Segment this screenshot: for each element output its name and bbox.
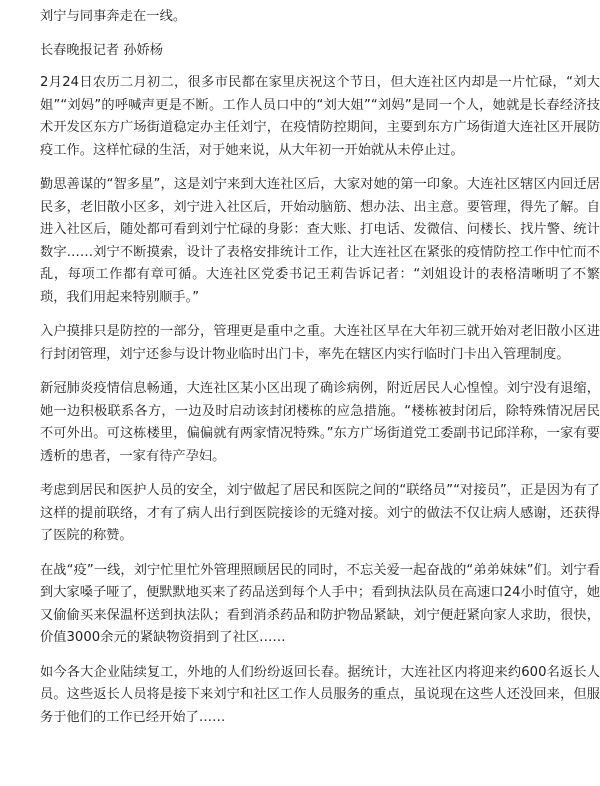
paragraph-3: 入户摸排只是防控的一部分，管理更是重中之重。大连社区早在大年初三就开始对老旧散小区进行封闭管理，刘宁还参与设计物业临时出门卡，率先在辖区内实行临时门卡出入管理制度。: [40, 324, 600, 362]
paragraph-5: 考虑到居民和医护人员的安全，刘宁做起了居民和医院之间的“联络员”“对接员”，正是因为有了这样的提前联络，才有了病人出行到医院接诊的无缝对接。刘宁的做法不仅让病人感谢，还获得了医院的称赞。: [40, 483, 600, 543]
paragraph-7: 如今各大企业陆续复工，外地的人们纷纷返回长春。据统计，大连社区内将迎来约600名返长人员。这些返长人员将是接下来刘宁和社区工作人员服务的重点，虽说现在这些人还没回来，但服务于他们的工作已经开始了……: [40, 664, 600, 725]
byline: 长春晚报记者 孙娇杨: [40, 43, 163, 58]
paragraph-6: 在战“疫”一线，刘宁忙里忙外管理照顾居民的同时，不忘关爱一起奋战的“弟弟妹妹”们。刘宁看到大家嗓子哑了，便默默地买来了药品送到每个人手中；看到执法队员在高速口24小时值守，她又偷偷买来保温杯送到执法队；看到消杀药品和防护物品紧缺，刘宁便赶紧向家人求助，很快，价值3000余元的紧缺物资捐到了社区……: [40, 562, 600, 645]
photo-caption: 刘宁与同事奔走在一线。: [40, 9, 187, 24]
paragraph-4: 新冠肺炎疫情信息畅通，大连社区某小区出现了确诊病例，附近居民人心惶惶。刘宁没有退缩，她一边积极联系各方，一边及时启动该封闭楼栋的应急措施。“楼栋被封闭后，除特殊情况居民不可外出。可这栋楼里，偏偏就有两家情况特殊。”东方广场街道党工委副书记邱洋称，一家有要透析的患者，一家有待产孕妇。: [40, 381, 600, 464]
paragraph-1: 2月24日农历二月初二，很多市民都在家里庆祝这个节日，但大连社区内却是一片忙碌，“刘大姐”“刘妈”的呼喊声更是不断。工作人员口中的“刘大姐”“刘妈”是同一个人，她就是长春经济技术开发区东方广场街道稳定办主任刘宁，在疫情防控期间，主要到东方广场街道大连社区开展防疫工作。这样忙碌的生活，对于她来说，从大年初一开始就从未停止过。: [40, 75, 600, 158]
paragraph-2: 勤思善谋的“智多星”，这是刘宁来到大连社区后，大家对她的第一印象。大连社区辖区内回迁居民多，老旧散小区多，刘宁进入社区后，开始动脑筋、想办法、出主意。要管理，得先了解。自进入社区后，随处都可看到刘宁忙碌的身影：查大账、打电话、发微信、问楼长、找片警、统计数字……刘宁不断摸索，设计了表格安排统计工作，让大连社区在紧张的疫情防控工作中忙而不乱，每项工作都有章可循。大连社区党委书记王莉告诉记者：“刘姐设计的表格清晰明了不繁琐，我们用起来特别顺手。”: [40, 177, 600, 305]
